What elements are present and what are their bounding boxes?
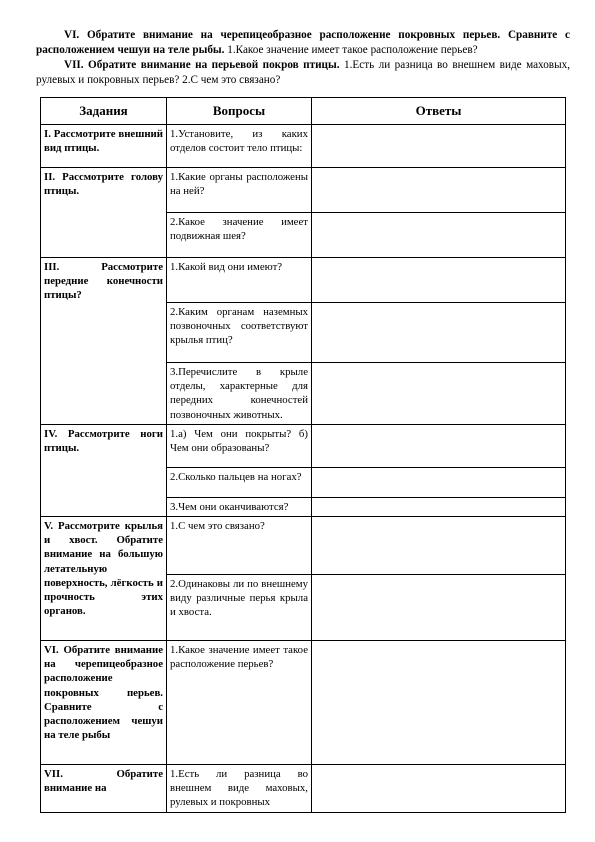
answer-cell[interactable] <box>312 258 566 303</box>
intro-p2-rest: 1.Есть ли разница во внешнем виде маховых, рулевых и покровных перьев? 2.С чем это связано? <box>36 59 570 86</box>
task-cell: IV. Рассмотрите ноги птицы. <box>41 424 167 516</box>
intro-p1-rest: 1.Какое значение имеет такое расположение перьев? <box>224 43 478 56</box>
table-row <box>41 168 566 213</box>
question-cell: 1.Установите, из каких отделов состоит тело птицы: <box>167 125 312 168</box>
task-cell: VII. Обратите внимание на <box>41 765 167 813</box>
task-cell: V. Рассмотрите крылья и хвост. Обратите внимание на большую летательную поверхность, лёгкость и прочность этих органов. <box>41 517 167 641</box>
table-row <box>41 517 566 575</box>
intro-text <box>36 28 570 88</box>
answer-cell[interactable] <box>312 517 566 575</box>
question-cell: 2.Какое значение имеет подвижная шея? <box>167 213 312 258</box>
question-cell: 3.Перечислите в крыле отделы, характерные для передних конечностей позвоночных животных. <box>167 363 312 425</box>
question-cell: 2.Одинаковы ли по внешнему виду различные перья крыла и хвоста. <box>167 575 312 641</box>
intro-paragraph-7 <box>36 58 570 87</box>
question-cell: 1.Какое значение имеет такое расположение перьев? <box>167 641 312 765</box>
question-cell: 1.а) Чем они покрыты? б) Чем они образованы? <box>167 424 312 467</box>
intro-paragraph-6 <box>36 28 570 57</box>
header-questions: Вопросы <box>167 98 312 125</box>
table-row <box>41 258 566 303</box>
task-cell: II. Рассмотрите голову птицы. <box>41 168 167 258</box>
answer-cell[interactable] <box>312 168 566 213</box>
question-cell: 3.Чем они оканчиваются? <box>167 497 312 516</box>
worksheet-table <box>40 97 566 813</box>
task-cell: VI. Обратите внимание на черепицеобразное расположение покровных перьев. Сравните с расположением чешуи на теле рыбы <box>41 641 167 765</box>
answer-cell[interactable] <box>312 765 566 813</box>
question-cell: 1.Есть ли разница во внешнем виде маховых, рулевых и покровных <box>167 765 312 813</box>
table-row <box>41 641 566 765</box>
answer-cell[interactable] <box>312 213 566 258</box>
answer-cell[interactable] <box>312 467 566 497</box>
table-row <box>41 765 566 813</box>
question-cell: 1.Какие органы расположены на ней? <box>167 168 312 213</box>
answer-cell[interactable] <box>312 575 566 641</box>
question-cell: 2.Сколько пальцев на ногах? <box>167 467 312 497</box>
table-header-row <box>41 98 566 125</box>
answer-cell[interactable] <box>312 497 566 516</box>
task-cell: I. Рассмотрите внешний вид птицы. <box>41 125 167 168</box>
header-answers: Ответы <box>312 98 566 125</box>
question-cell: 1.Какой вид они имеют? <box>167 258 312 303</box>
intro-p2-bold: VII. Обратите внимание на перьевой покров птицы. <box>64 59 340 72</box>
answer-cell[interactable] <box>312 424 566 467</box>
answer-cell[interactable] <box>312 641 566 765</box>
question-cell: 2.Каким органам наземных позвоночных соответствуют крылья птиц? <box>167 303 312 363</box>
table-row <box>41 424 566 467</box>
answer-cell[interactable] <box>312 125 566 168</box>
intro-p1-bold: VI. Обратите внимание на черепицеобразное расположение покровных перьев. Сравните с расположением чешуи на теле рыбы. <box>36 29 570 56</box>
answer-cell[interactable] <box>312 303 566 363</box>
task-cell: III. Рассмотрите передние конечности птицы? <box>41 258 167 425</box>
header-tasks: Задания <box>41 98 167 125</box>
question-cell: 1.С чем это связано? <box>167 517 312 575</box>
table-row <box>41 125 566 168</box>
answer-cell[interactable] <box>312 363 566 425</box>
